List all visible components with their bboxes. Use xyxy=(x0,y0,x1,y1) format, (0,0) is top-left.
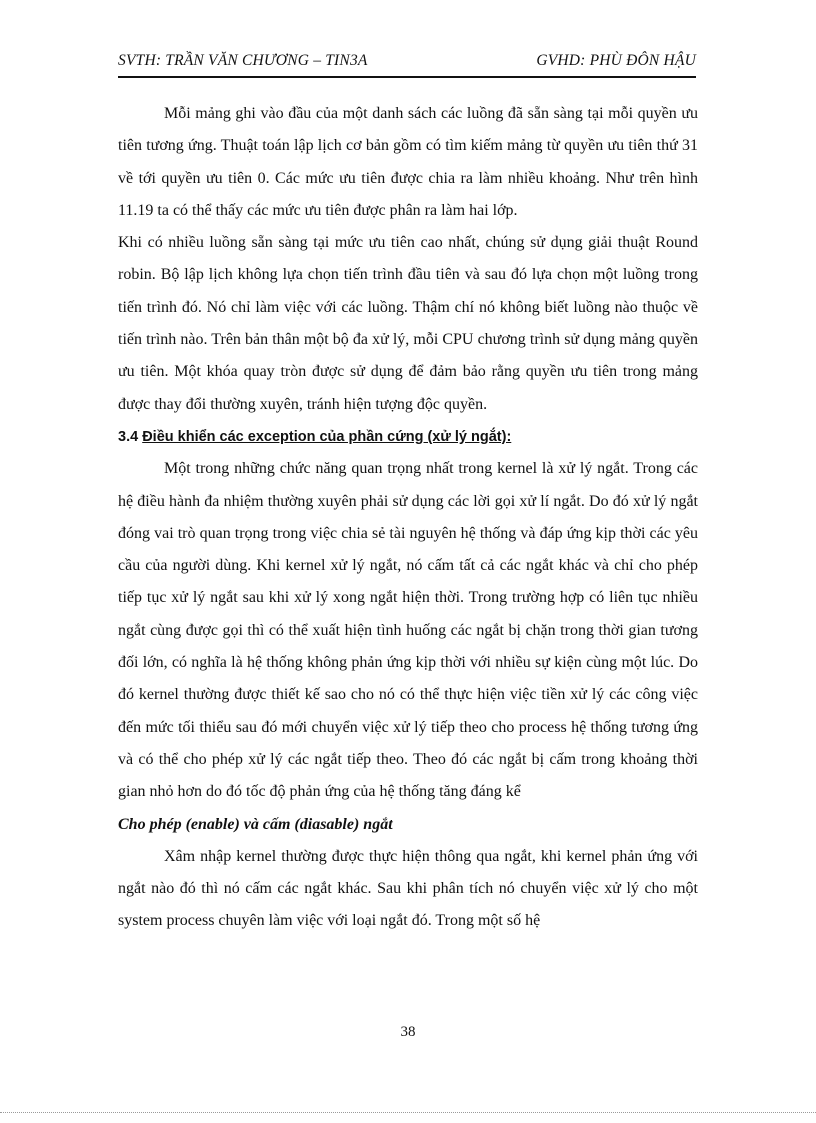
section-heading xyxy=(118,421,698,453)
paragraph-4: Xâm nhập kernel thường được thực hiện thông qua ngắt, khi kernel phản ứng với ngắt nào đó thì nó cấm các ngắt khác. Sau khi phân tích nó chuyển việc xử lý cho một system process chuyên làm việc với loại ngắt đó. Trong một số hệ xyxy=(118,847,698,930)
page-number: 38 xyxy=(400,1024,416,1040)
body-text xyxy=(118,98,698,938)
header-student: SVTH: TRẦN VĂN CHƯƠNG – TIN3A xyxy=(118,52,368,69)
header-rule xyxy=(118,76,696,78)
page-bottom-border xyxy=(0,1112,816,1113)
paragraph-3: Một trong những chức năng quan trọng nhất trong kernel là xử lý ngắt. Trong các hệ điều hành đa nhiệm thường xuyên phải sử dụng các lời gọi xử lí ngắt. Do đó xử lý ngắt đóng vai trò quan trọng trong việc chia sẻ tài nguyên hệ thống và đáp ứng kịp thời các yêu cầu của người dùng. Khi kernel xử lý ngắt, nó cấm tất cả các ngắt khác và chỉ cho phép tiếp tục xử lý ngắt sau khi xử lý xong ngắt hiện thời. Trong trường hợp có liên tục nhiều ngắt cùng được gọi thì có thể xuất hiện tình huống các ngắt bị chặn trong thời gian tương đối lớn, có nghĩa là hệ thống không phản ứng kịp thời với nhiều sự kiện cùng một lúc. Do đó kernel thường được thiết kế sao cho nó có thể thực hiện việc tiền xử lý các công việc đến mức tối thiểu sau đó mới chuyển việc xử lý tiếp theo cho process hệ thống tương ứng và có thể cho phép xử lý các ngắt tiếp theo. Theo đó các ngắt bị cấm trong khoảng thời gian nhỏ hơn do đó tốc độ phản ứng của hệ thống tăng đáng kể xyxy=(118,460,698,801)
paragraph-2: Khi có nhiều luồng sẵn sàng tại mức ưu tiên cao nhất, chúng sử dụng giải thuật Round robin. Bộ lập lịch không lựa chọn tiến trình đầu tiên và sau đó lựa chọn một luồng trong tiến trình đó. Nó chỉ làm việc với các luồng. Thậm chí nó không biết luồng nào thuộc về tiến trình nào. Trên bản thân một bộ đa xử lý, mỗi CPU chương trình sử dụng mảng quyền ưu tiên. Một khóa quay tròn được sử dụng để đảm bảo rằng quyền ưu tiên trong mảng được thay đổi thường xuyên, tránh hiện tượng độc quyền. xyxy=(118,234,698,413)
paragraph-1: Mỗi mảng ghi vào đầu của một danh sách các luồng đã sẵn sàng tại mỗi quyền ưu tiên tương ứng. Thuật toán lập lịch cơ bản gồm có tìm kiếm mảng từ quyền ưu tiên thứ 31 về tới quyền ưu tiên 0. Các mức ưu tiên được chia ra làm nhiều khoảng. Như trên hình 11.19 ta có thể thấy các mức ưu tiên được phân ra làm hai lớp. xyxy=(118,105,698,219)
header-advisor: GVHD: PHÙ ĐÔN HẬU xyxy=(536,52,696,69)
page-header xyxy=(118,52,696,70)
section-number: 3.4 xyxy=(118,428,139,445)
section-title: Điều khiển các exception của phần cứng (xử lý ngắt): xyxy=(142,428,512,445)
subheading: Cho phép (enable) và cấm (diasable) ngắt xyxy=(118,815,393,833)
